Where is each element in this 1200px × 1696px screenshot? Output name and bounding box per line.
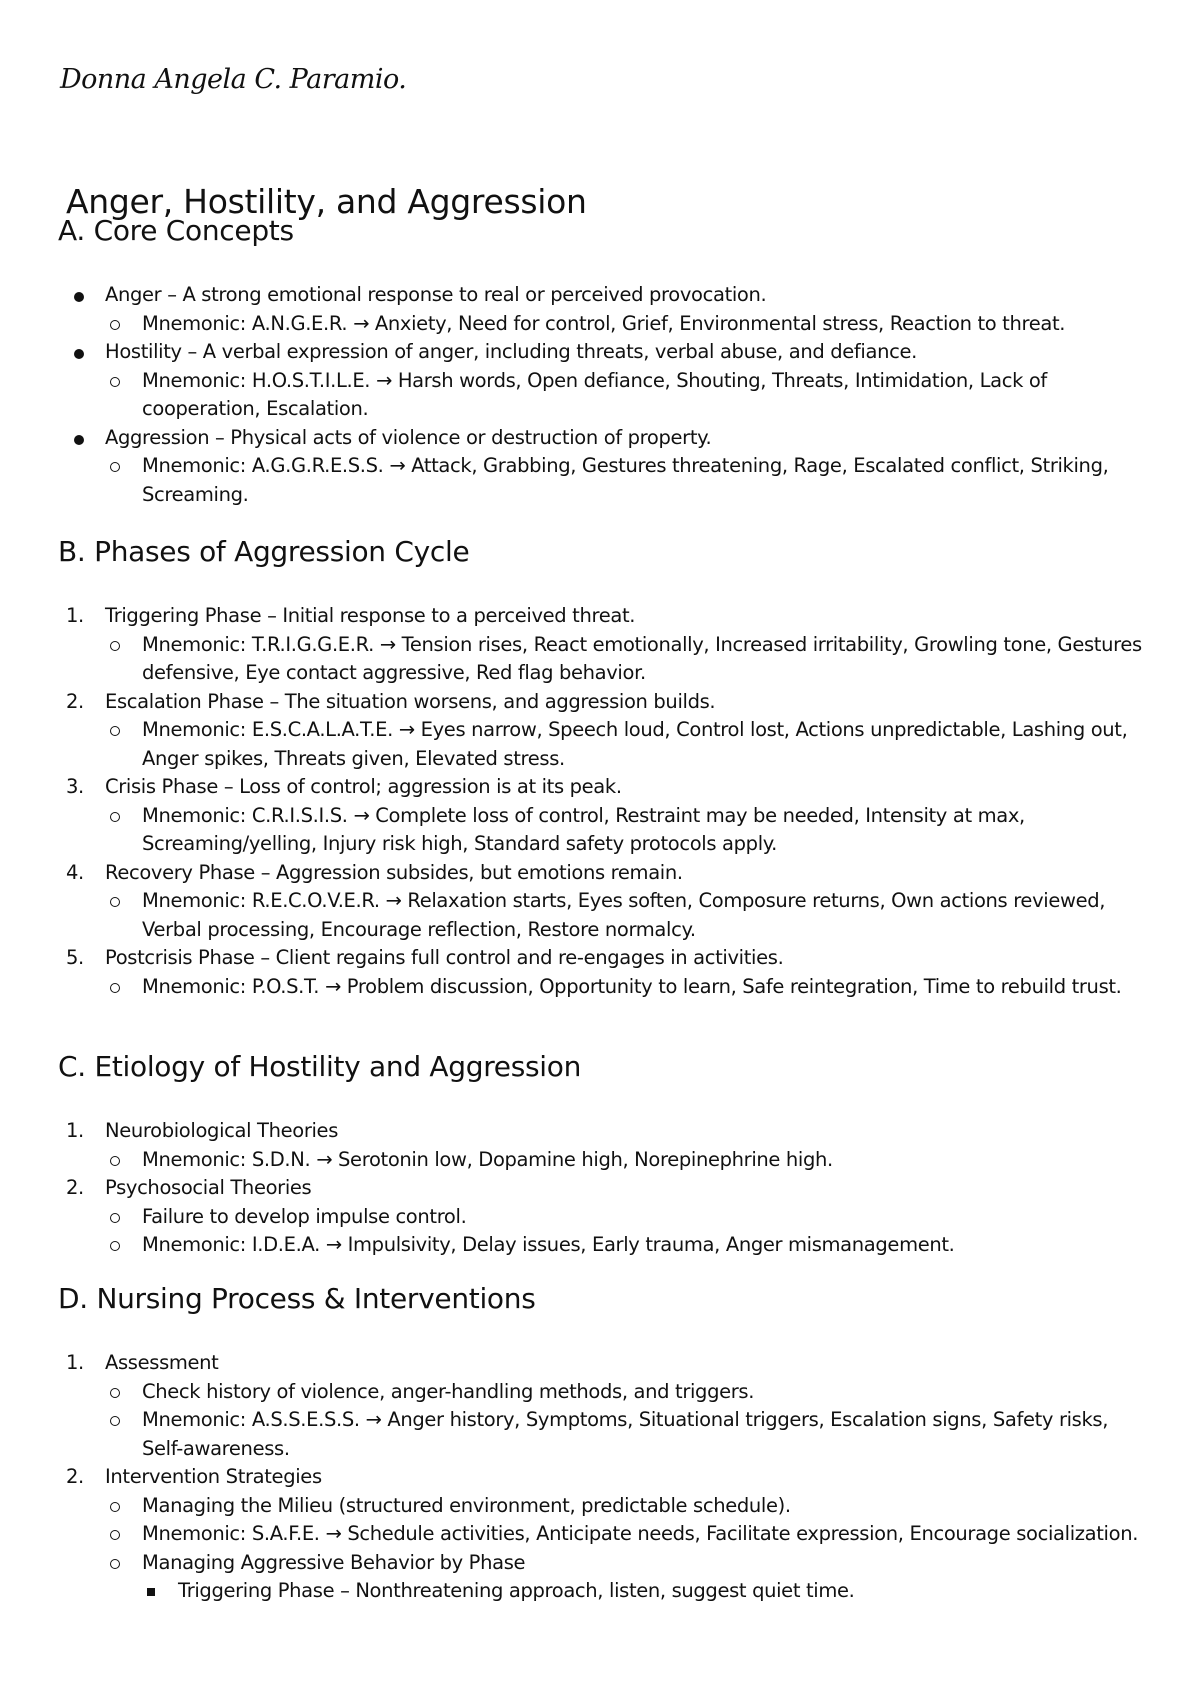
author-name: Donna Angela C. Paramio. <box>60 64 407 95</box>
item-text: Managing Aggressive Behavior by Phase <box>142 1550 526 1574</box>
item-text: Neurobiological Theories <box>105 1119 339 1142</box>
item-text: Mnemonic: T.R.I.G.G.E.R. → Tension rises, React emotionally, Increased irritability, Growling tone, Gestures defensive, Eye contact aggressive, Red flag behavior. <box>142 632 1142 684</box>
sub-list-item <box>58 1203 1148 1232</box>
circle-bullet-icon <box>110 726 120 736</box>
list-item <box>58 1117 1148 1146</box>
item-text: Mnemonic: A.N.G.E.R. → Anxiety, Need for control, Grief, Environmental stress, Reaction to threat. <box>142 311 1066 335</box>
circle-bullet-icon <box>110 1559 120 1569</box>
sub-list-item <box>58 631 1148 688</box>
square-bullet-icon <box>147 1588 155 1596</box>
sub-list-item <box>58 1406 1148 1463</box>
section-heading: A. Core Concepts <box>58 214 294 247</box>
list-item <box>58 1174 1148 1203</box>
circle-bullet-icon <box>110 462 120 472</box>
circle-bullet-icon <box>110 377 120 387</box>
circle-bullet-icon <box>110 983 120 993</box>
item-text: Intervention Strategies <box>105 1465 322 1488</box>
item-number: 1. <box>66 1119 84 1142</box>
item-text: Recovery Phase – Aggression subsides, but emotions remain. <box>105 860 683 884</box>
sub-list-item <box>58 1520 1148 1549</box>
item-text: Assessment <box>105 1351 219 1374</box>
bullet-icon <box>74 292 84 302</box>
sub-list-item <box>58 452 1148 509</box>
list-item <box>58 859 1148 888</box>
item-text: Mnemonic: S.D.N. → Serotonin low, Dopamine high, Norepinephrine high. <box>142 1147 833 1171</box>
item-text: Managing the Milieu (structured environment, predictable schedule). <box>142 1493 791 1517</box>
circle-bullet-icon <box>110 897 120 907</box>
sub-list-item <box>58 1549 1148 1578</box>
list-item <box>58 424 1148 453</box>
circle-bullet-icon <box>110 1388 120 1398</box>
sub-list-item <box>58 310 1148 339</box>
item-number: 1. <box>66 604 84 627</box>
circle-bullet-icon <box>110 1156 120 1166</box>
circle-bullet-icon <box>110 1502 120 1512</box>
item-text: Mnemonic: E.S.C.A.L.A.T.E. → Eyes narrow, Speech loud, Control lost, Actions unpredictable, Lashing out, Anger spikes, Threats given, Elevated stress. <box>142 718 1128 770</box>
section-nursing-process <box>58 1282 1148 1606</box>
item-text: Mnemonic: A.G.G.R.E.S.S. → Attack, Grabbing, Gestures threatening, Rage, Escalated conflict, Striking, Screaming. <box>142 454 1109 506</box>
circle-bullet-icon <box>110 320 120 330</box>
circle-bullet-icon <box>110 1213 120 1223</box>
section-etiology <box>58 1050 1148 1260</box>
item-text: Mnemonic: A.S.S.E.S.S. → Anger history, Symptoms, Situational triggers, Escalation signs, Safety risks, Self-awareness. <box>142 1408 1109 1460</box>
item-number: 1. <box>66 1351 84 1374</box>
sub-list-item <box>58 716 1148 773</box>
item-text: Crisis Phase – Loss of control; aggression is at its peak. <box>105 775 622 798</box>
sub-list-item <box>58 1492 1148 1521</box>
section-heading: C. Etiology of Hostility and Aggression <box>58 1050 582 1083</box>
item-text: Mnemonic: R.E.C.O.V.E.R. → Relaxation starts, Eyes soften, Composure returns, Own actions reviewed, Verbal processing, Encourage reflection, Restore normalcy. <box>142 889 1106 941</box>
sub-sub-list-item <box>58 1577 1148 1606</box>
sub-list-item <box>58 1231 1148 1260</box>
document-title: Anger, Hostility, and Aggression <box>66 182 587 221</box>
sub-list-item <box>58 973 1148 1002</box>
section-core-concepts <box>58 214 1148 509</box>
item-text: Psychosocial Theories <box>105 1176 312 1199</box>
item-text: Mnemonic: I.D.E.A. → Impulsivity, Delay issues, Early trauma, Anger mismanagement. <box>142 1233 955 1256</box>
numbered-list <box>58 1349 1148 1606</box>
item-number: 2. <box>66 689 84 713</box>
section-heading: B. Phases of Aggression Cycle <box>58 535 470 568</box>
list-item <box>58 338 1148 367</box>
item-text: Postcrisis Phase – Client regains full control and re-engages in activities. <box>105 946 784 969</box>
item-number: 2. <box>66 1465 84 1488</box>
numbered-list <box>58 602 1148 1001</box>
item-text: Failure to develop impulse control. <box>142 1204 467 1228</box>
circle-bullet-icon <box>110 1530 120 1540</box>
list-item <box>58 1463 1148 1492</box>
list-item <box>58 1349 1148 1378</box>
item-text: Anger – A strong emotional response to real or perceived provocation. <box>105 283 767 306</box>
section-heading: D. Nursing Process & Interventions <box>58 1282 536 1315</box>
bullet-list <box>58 281 1148 509</box>
sub-list-item <box>58 802 1148 859</box>
list-item <box>58 773 1148 802</box>
circle-bullet-icon <box>110 1241 120 1251</box>
sub-list-item <box>58 1378 1148 1407</box>
list-item <box>58 944 1148 973</box>
circle-bullet-icon <box>110 812 120 822</box>
item-text: Escalation Phase – The situation worsens, and aggression builds. <box>105 689 716 713</box>
bullet-icon <box>74 349 84 359</box>
item-text: Mnemonic: P.O.S.T. → Problem discussion, Opportunity to learn, Safe reintegration, Time to rebuild trust. <box>142 974 1122 998</box>
list-item <box>58 602 1148 631</box>
item-text: Check history of violence, anger-handling methods, and triggers. <box>142 1379 755 1403</box>
list-item <box>58 688 1148 717</box>
item-number: 3. <box>66 775 84 798</box>
list-item <box>58 281 1148 310</box>
item-text: Aggression – Physical acts of violence or destruction of property. <box>105 425 712 449</box>
item-text: Triggering Phase – Initial response to a perceived threat. <box>105 604 636 627</box>
sub-list-item <box>58 367 1148 424</box>
sub-list-item <box>58 1146 1148 1175</box>
circle-bullet-icon <box>110 641 120 651</box>
item-text: Mnemonic: S.A.F.E. → Schedule activities, Anticipate needs, Facilitate expression, Encourage socialization. <box>142 1522 1139 1545</box>
item-number: 4. <box>66 860 84 884</box>
item-text: Triggering Phase – Nonthreatening approach, listen, suggest quiet time. <box>178 1579 855 1602</box>
sub-list-item <box>58 887 1148 944</box>
item-text: Mnemonic: C.R.I.S.I.S. → Complete loss of control, Restraint may be needed, Intensity at max, Screaming/yelling, Injury risk high, Standard safety protocols apply. <box>142 803 1025 855</box>
section-aggression-cycle <box>58 535 1148 1001</box>
item-number: 2. <box>66 1176 84 1199</box>
circle-bullet-icon <box>110 1416 120 1426</box>
item-text: Mnemonic: H.O.S.T.I.L.E. → Harsh words, Open defiance, Shouting, Threats, Intimidation, Lack of cooperation, Escalation. <box>142 368 1047 420</box>
item-number: 5. <box>66 946 84 969</box>
item-text: Hostility – A verbal expression of anger, including threats, verbal abuse, and defiance. <box>105 340 917 363</box>
numbered-list <box>58 1117 1148 1260</box>
bullet-icon <box>74 435 84 445</box>
